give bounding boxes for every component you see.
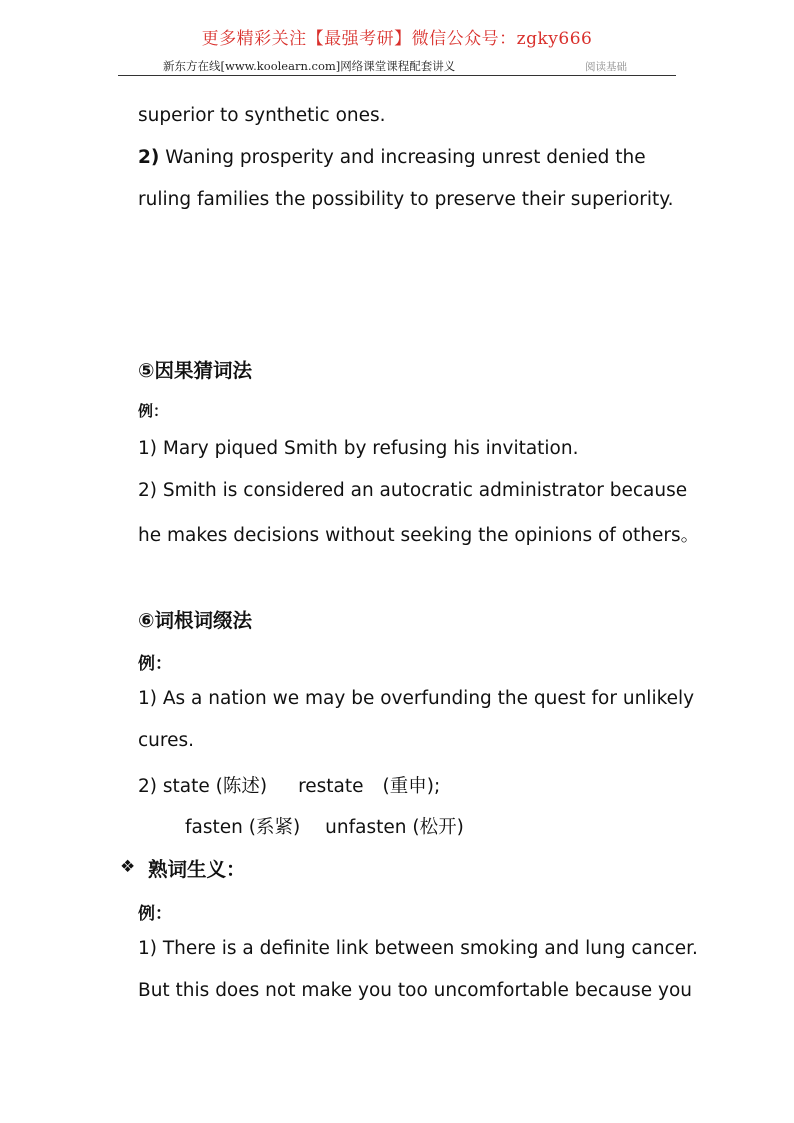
example-label: 例： — [138, 654, 172, 674]
running-header-section: 阅读基础 — [585, 61, 627, 73]
example-line: 1) As a nation we may be overfunding the quest for unlikely — [138, 688, 695, 709]
item-text: Waning prosperity and increasing unrest denied the — [159, 147, 646, 168]
example-line — [138, 772, 440, 798]
example-line: But this does not make you too uncomfortable because you — [138, 980, 693, 1001]
example-line: he makes decisions without seeking the opinions of others。 — [138, 525, 700, 546]
word-pair-derived: unfasten (松开) — [325, 817, 464, 838]
example-line: 1) There is a definite link between smoking and lung cancer. — [138, 938, 698, 959]
example-line: 2) Smith is considered an autocratic administrator because — [138, 480, 688, 501]
header-divider — [118, 75, 676, 76]
word-pair-gloss: (重申); — [382, 776, 441, 797]
section-heading: 熟词生义： — [148, 858, 246, 881]
section-heading: ⑥词根词缀法 — [138, 609, 253, 632]
example-line — [185, 813, 464, 839]
item-number: 2) — [138, 147, 160, 168]
example-label: 例： — [138, 904, 172, 924]
running-header-title: 新东方在线[www.koolearn.com]网络课堂课程配套讲义 — [163, 59, 456, 73]
word-pair-base: 2) state (陈述) — [138, 776, 268, 797]
example-line: cures. — [138, 730, 194, 751]
example-line: 1) Mary piqued Smith by refusing his invitation. — [138, 438, 579, 459]
section-heading: ⑤因果猜词法 — [138, 359, 253, 382]
word-pair-base: fasten (系紧) — [185, 817, 301, 838]
body-line: superior to synthetic ones. — [138, 105, 386, 126]
diamond-four-point-icon: ❖ — [120, 857, 136, 877]
word-pair-derived: restate — [298, 776, 364, 797]
promo-banner: 更多精彩关注【最强考研】微信公众号：zgky666 — [201, 29, 593, 49]
body-line: ruling families the possibility to preserve their superiority. — [138, 189, 674, 210]
example-label: 例： — [138, 402, 169, 420]
body-line — [138, 147, 646, 168]
